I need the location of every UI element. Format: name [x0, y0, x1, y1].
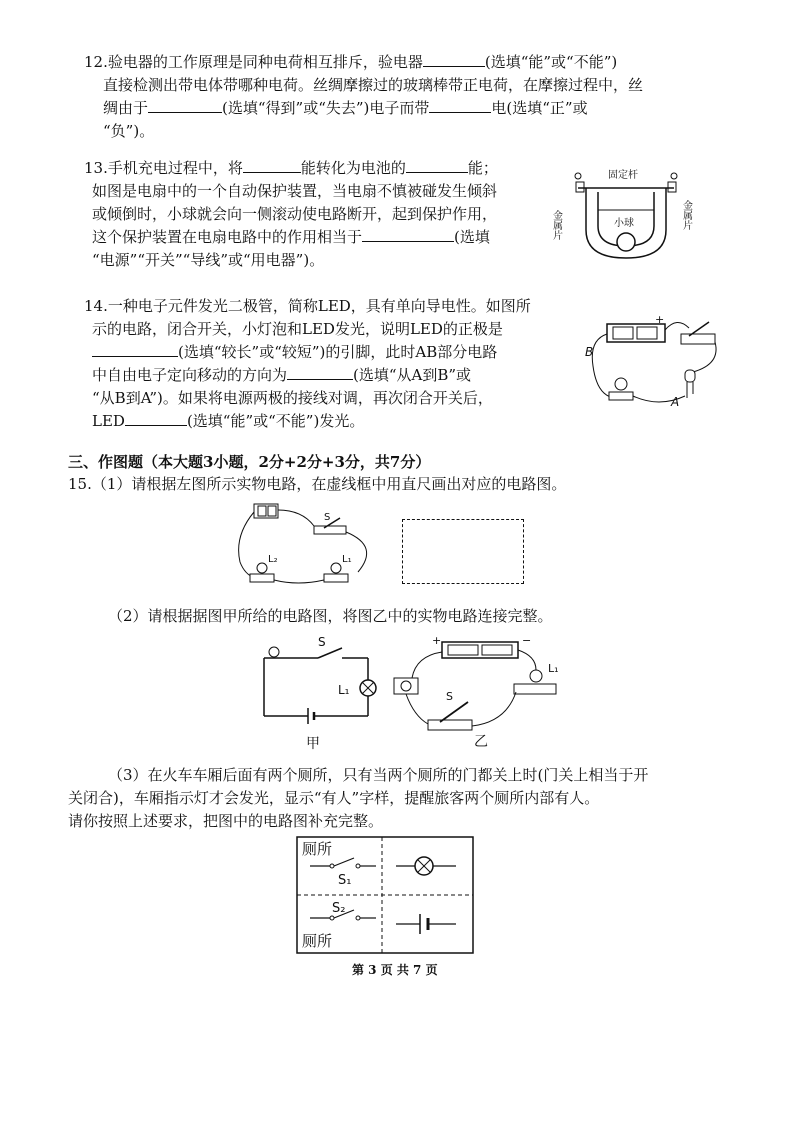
minus-sign: −: [522, 634, 532, 647]
q15-text: （2）请根据据图甲所给的电路图，将图乙中的实物电路连接完整。: [108, 607, 553, 625]
switch-icon: [681, 334, 715, 344]
q12-text: 12.验电器的工作原理是同种电荷相互排斥，验电器: [84, 53, 423, 71]
fixed-rod-label: 固定杆: [608, 170, 638, 181]
ball-label: 小球: [614, 218, 634, 229]
q14-text: (选填“能”或“不能”)发光。: [186, 412, 365, 430]
switch-s-icon: [428, 720, 472, 730]
metal-plate-right-label: 金属片: [680, 200, 692, 230]
q13-text: 如图是电扇中的一个自动保护装置，当电扇不慎被碰发生倾斜: [92, 182, 498, 200]
toilet2-label: 厕所: [302, 932, 333, 950]
q15-part1-physical-circuit: [232, 496, 382, 588]
q14-text: 示的电路，闭合开关，小灯泡和LED发光，说明LED的正极是: [92, 320, 503, 338]
q13-text: “电源”“开关”“导线”或“用电器”)。: [92, 251, 325, 269]
q14-text: LED: [92, 412, 125, 430]
q14-line6: [92, 411, 364, 431]
bulb-icon: [615, 378, 627, 390]
ball-icon: [617, 233, 635, 251]
q14-line2: [92, 319, 503, 339]
bulb-base-icon: [609, 392, 633, 400]
q12-line4: [103, 121, 154, 141]
section-title: [68, 452, 430, 472]
q13-text: 或倾倒时，小球就会向一侧滚动使电路断开，起到保护作用，: [92, 205, 498, 223]
answer-blank[interactable]: [362, 227, 454, 242]
q12-text: 直接检测出带电体带哪种电荷。丝绸摩擦过的玻璃棒带正电荷，在摩擦过程中，丝: [103, 76, 644, 94]
switch-s2-label: S₂: [332, 901, 346, 916]
q15-part3-line1: [108, 765, 648, 785]
q14-text: “从B到A”)。如果将电源两极的接线对调，再次闭合开关后，: [92, 389, 493, 407]
toilet1-label: 厕所: [302, 840, 333, 858]
q13-text: 这个保护装置在电扇电路中的作用相当于: [92, 228, 363, 246]
q14-text: 中自由电子定向移动的方向为: [92, 366, 288, 384]
q12-line1: [84, 52, 617, 72]
lamp-l1-label: L₁: [338, 683, 350, 697]
plus-sign: +: [432, 634, 442, 647]
circuit-diagram-jia: [258, 635, 398, 752]
q12-text: (选填“得到”或“失去”)电子而带: [222, 99, 430, 117]
q13-text: (选填: [454, 228, 490, 246]
q15-text: 关闭合)，车厢指示灯才会发光，显示“有人”字样，提醒旅客两个厕所内部有人。: [68, 789, 600, 807]
switch-s1-label: S₁: [338, 873, 352, 888]
q15-text: （3）在火车车厢后面有两个厕所，只有当两个厕所的门都关上时(门关上相当于开: [108, 766, 649, 784]
q13-line1: [84, 158, 498, 178]
physical-circuit-yi: [386, 636, 576, 748]
figure-jia-label: 甲: [306, 736, 320, 752]
q12-line3: [103, 98, 588, 118]
q13-text: 13.手机充电过程中，将: [84, 159, 243, 177]
answer-dashed-box[interactable]: [402, 519, 524, 584]
q13-line5: [92, 250, 324, 270]
answer-blank[interactable]: [406, 158, 468, 173]
q12-text: “负”)。: [103, 122, 155, 140]
switch-s-label: S: [324, 512, 331, 523]
q12-text: 电(选填“正”或: [491, 99, 588, 117]
point-b-label: B: [585, 345, 594, 359]
q12-text: (选填“能”或“不能”): [484, 53, 618, 71]
lamp-l1-label: L₁: [548, 662, 559, 675]
answer-blank[interactable]: [125, 411, 187, 426]
answer-blank[interactable]: [423, 52, 485, 67]
metal-plate-left-label: 金属片: [550, 210, 562, 240]
q13-line4: [92, 227, 490, 247]
q14-line3: [92, 342, 497, 362]
q14-text: (选填“从A到B”或: [353, 366, 472, 384]
lamp-l1-label: L₁: [342, 554, 352, 565]
answer-blank[interactable]: [287, 365, 353, 380]
q14-line4: [92, 365, 471, 385]
answer-blank[interactable]: [92, 342, 178, 357]
plus-sign: +: [655, 313, 665, 326]
section-title-text: 三、作图题（本大题3小题，2分+2分+3分，共7分）: [68, 453, 431, 471]
q12-line2: [103, 75, 643, 95]
toilet-circuit-figure[interactable]: [296, 836, 476, 956]
q13-line2: [92, 181, 497, 201]
point-a-label: A: [671, 395, 680, 409]
led-circuit-figure: [585, 314, 725, 414]
q13-text: 能转化为电池的: [300, 159, 406, 177]
bell-icon: [394, 678, 418, 694]
tilt-switch-figure: [550, 158, 696, 268]
lamp-base-icon: [514, 684, 556, 694]
q14-text: (选填“较长”或“较短”)的引脚，此时AB部分电路: [178, 343, 498, 361]
switch-s-label: S: [446, 690, 453, 703]
q15-part1: [68, 474, 566, 494]
q13-line3: [92, 204, 497, 224]
q14-text: 14.一种电子元件发光二极管，简称LED，具有单向导电性。如图所: [84, 297, 531, 315]
q14-line1: [84, 296, 531, 316]
page-footer: 第 3 页 共 7 页: [352, 963, 438, 977]
switch-s-label: S: [318, 635, 326, 649]
answer-blank[interactable]: [243, 158, 301, 173]
q15-part2: [108, 606, 553, 626]
bulb-icon: [530, 670, 542, 682]
q15-part3-line3: [68, 811, 383, 831]
answer-blank[interactable]: [148, 98, 222, 113]
q13-text: 能；: [467, 159, 498, 177]
answer-blank[interactable]: [429, 98, 491, 113]
q15-part3-line2: [68, 788, 599, 808]
battery-box-icon: [442, 642, 518, 658]
led-icon: [685, 370, 695, 382]
q14-line5: [92, 388, 493, 408]
q12-text: 绸由于: [103, 99, 149, 117]
figure-yi-label: 乙: [474, 734, 488, 750]
lamp-l2-label: L₂: [268, 554, 278, 565]
q15-text: 15.（1）请根据左图所示实物电路，在虚线框中用直尺画出对应的电路图。: [68, 475, 567, 493]
q15-text: 请你按照上述要求，把图中的电路图补充完整。: [68, 812, 384, 830]
